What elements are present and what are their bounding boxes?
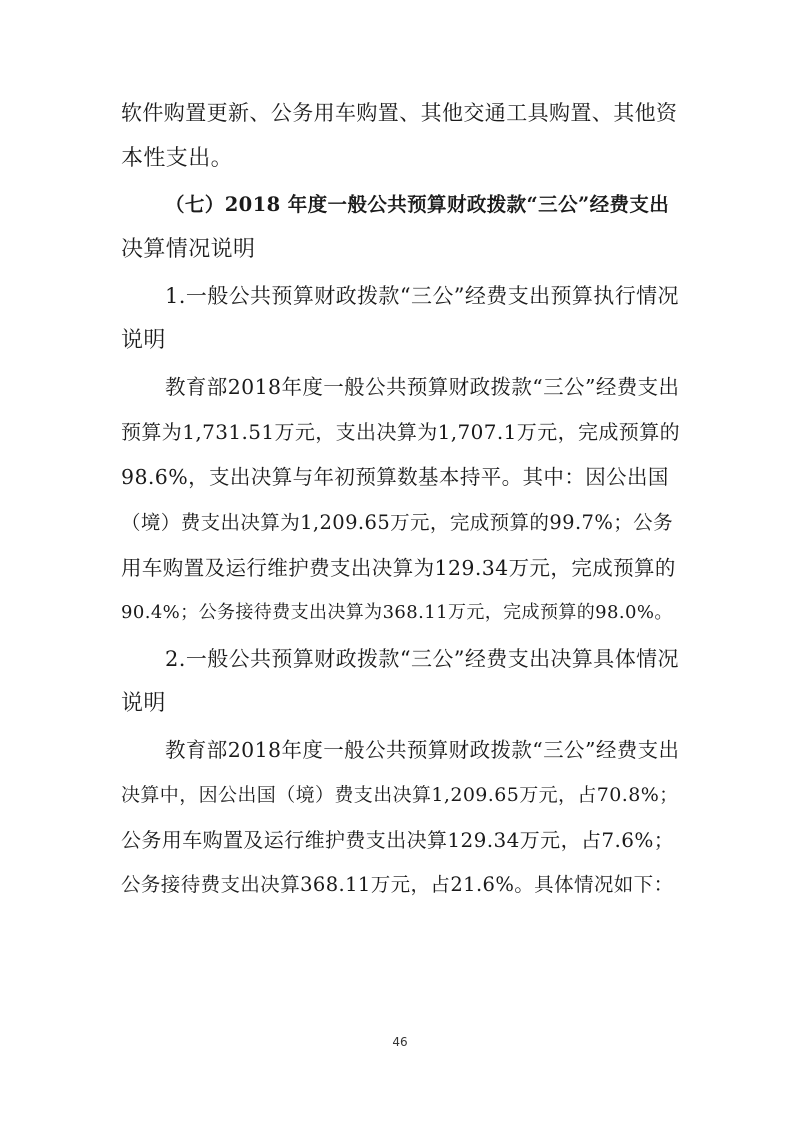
paragraph-line: 教育部2018年度一般公共预算财政拨款“三公”经费支出 — [165, 738, 680, 762]
paragraph-line: 90.4%；公务接待费支出决算为368.11万元，完成预算的98.0%。 — [121, 602, 673, 623]
section-heading: （七）2018 年度一般公共预算财政拨款“三公”经费支出 — [165, 193, 670, 216]
paragraph-line: 教育部2018年度一般公共预算财政拨款“三公”经费支出 — [165, 375, 680, 399]
paragraph-line: 公务接待费支出决算368.11万元，占21.6%。具体情况如下： — [121, 873, 674, 896]
paragraph-line: 预算为1,731.51万元，支出决算为1,707.1万元，完成预算的 — [121, 420, 680, 444]
page-number: 46 — [392, 1035, 408, 1049]
paragraph-line: 软件购置更新、公务用车购置、其他交通工具购置、其他资 — [121, 101, 678, 125]
paragraph-line: 本性支出。 — [121, 146, 234, 171]
paragraph-line: 98.6%，支出决算与年初预算数基本持平。其中：因公出国 — [121, 465, 669, 489]
subsection-heading-2-continued: 说明 — [121, 691, 166, 716]
subsection-heading-2: 2.一般公共预算财政拨款“三公”经费支出决算具体情况 — [165, 647, 679, 671]
paragraph-line: 公务用车购置及运行维护费支出决算129.34万元，占7.6%； — [121, 828, 675, 852]
subsection-heading-1-continued: 说明 — [121, 328, 166, 353]
paragraph-line: 用车购置及运行维护费支出决算为129.34万元，完成预算的 — [121, 556, 676, 580]
paragraph-line: （境）费支出决算为1,209.65万元，完成预算的99.7%；公务 — [121, 511, 673, 534]
paragraph-line: 决算中，因公出国（境）费支出决算1,209.65万元，占70.8%； — [121, 784, 679, 806]
section-heading-continued: 决算情况说明 — [121, 237, 256, 262]
subsection-heading-1: 1.一般公共预算财政拨款“三公”经费支出预算执行情况 — [165, 284, 679, 308]
